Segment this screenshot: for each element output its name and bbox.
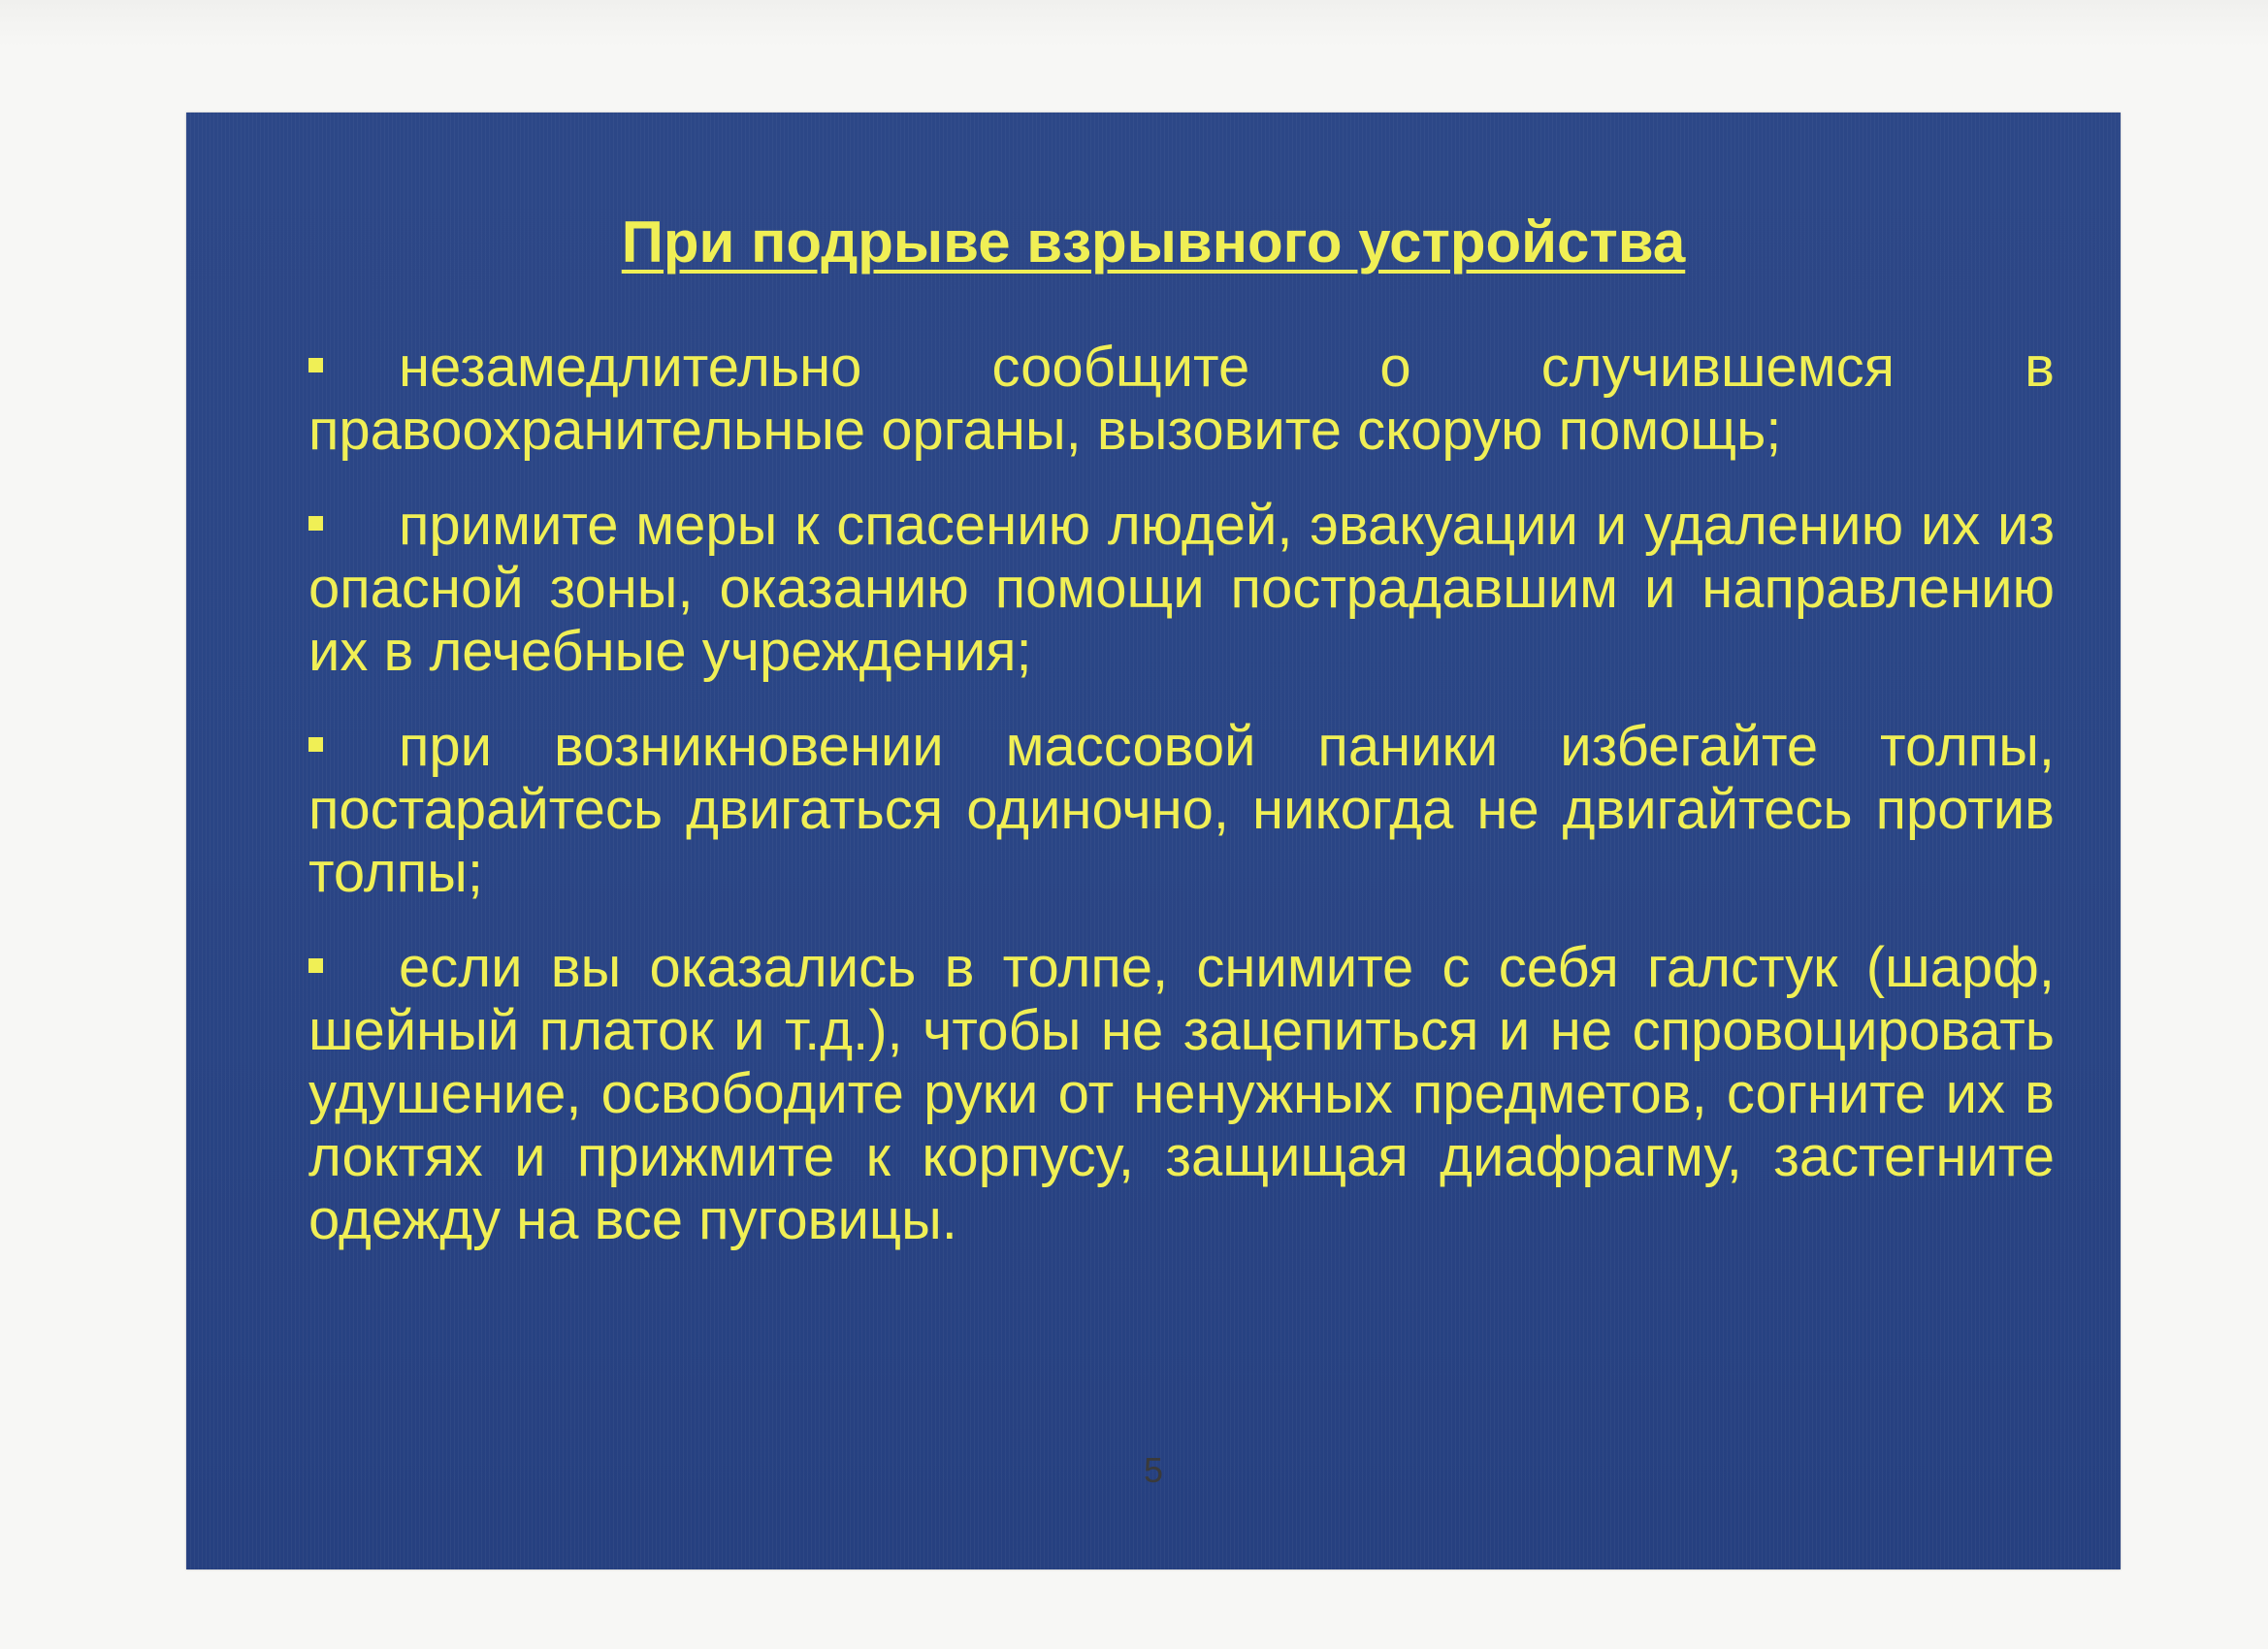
list-item — [308, 715, 2055, 904]
list-item-text: незамедлительно сообщите о случившемся в правоохранительные органы, вызовите скорую помощь; — [308, 336, 2055, 462]
page-number: 5 — [1143, 1450, 1164, 1490]
list-item-text: при возникновении массовой паники избегайте толпы, постарайтесь двигаться одиночно, никогда не двигайтесь против толпы; — [308, 715, 2055, 904]
list-item — [308, 494, 2055, 683]
list-item — [308, 336, 2055, 462]
square-bullet-icon — [308, 358, 323, 372]
scan-border — [0, 0, 2268, 47]
list-item — [308, 936, 2055, 1251]
slide-title: При подрыве взрывного устройства — [621, 210, 1686, 275]
slide — [186, 113, 2121, 1569]
square-bullet-icon — [308, 516, 323, 531]
square-bullet-icon — [308, 737, 323, 752]
square-bullet-icon — [308, 958, 323, 973]
list-item-text: примите меры к спасению людей, эвакуации и удалению их из опасной зоны, оказанию помощи пострадавшим и направлению их в лечебные учреждения; — [308, 494, 2055, 683]
list-item-text: если вы оказались в толпе, снимите с себя галстук (шарф, шейный платок и т.д.), чтобы не зацепиться и не спровоцировать удушение, освободите руки от ненужных предметов, согните их в локтях и прижмите к корпусу, защищая диафрагму, застегните одежду на все пуговицы. — [308, 936, 2055, 1251]
bullet-list — [308, 336, 2055, 1283]
